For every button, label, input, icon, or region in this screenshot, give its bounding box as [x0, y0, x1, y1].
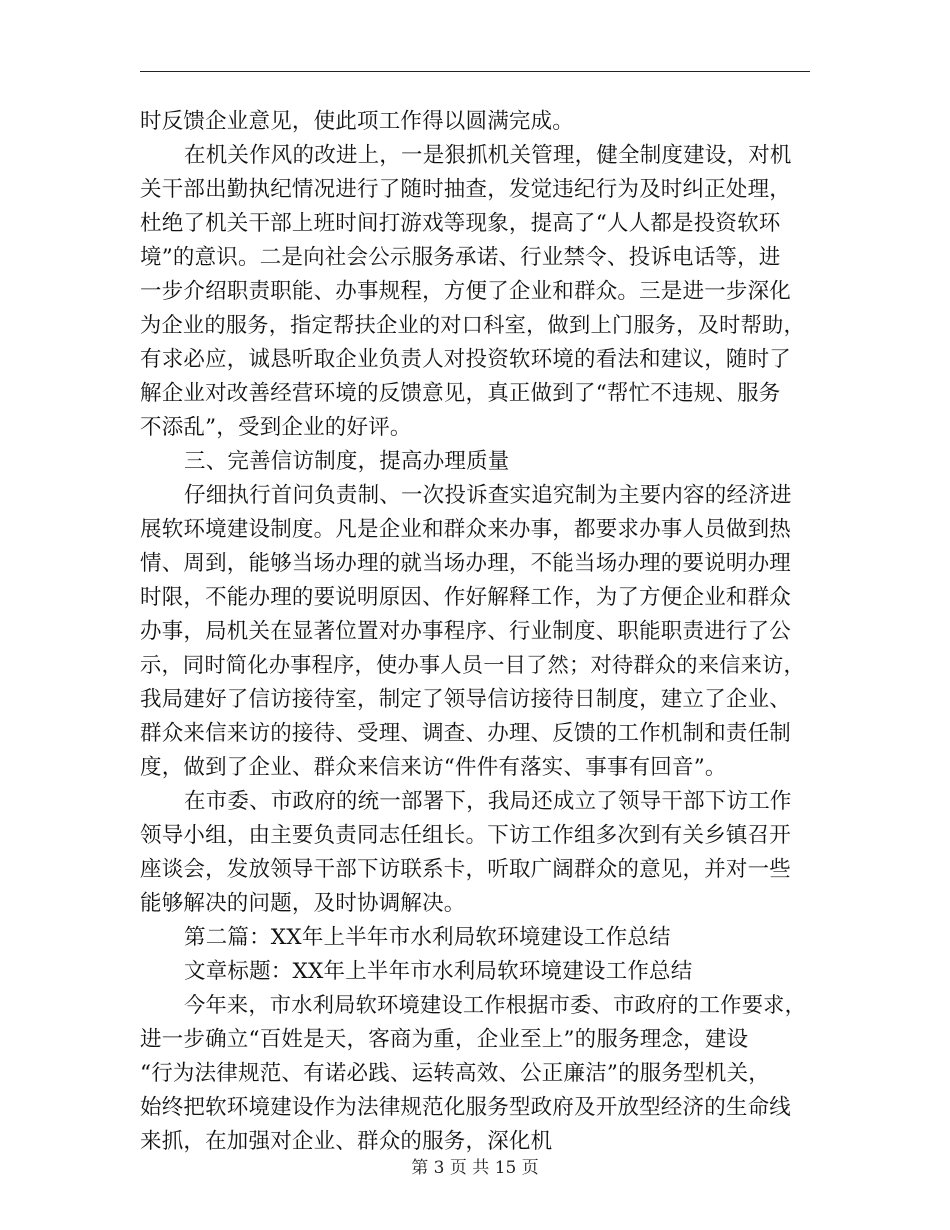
article-title: 文章标题：XX年上半年市水利局软环境建设工作总结: [184, 959, 693, 984]
text-line: 关干部出勤执纪情况进行了随时抽查，发觉违纪行为及时纠正处理，: [140, 177, 792, 202]
chapter-heading: 第二篇：XX年上半年市水利局软环境建设工作总结: [184, 925, 671, 950]
text-line: 时限，不能办理的要说明原因、作好解释工作，为了方便企业和群众: [140, 585, 792, 610]
text-line: 境”的意识。二是向社会公示服务承诺、行业禁令、投诉电话等，进: [140, 245, 781, 270]
text-line: 群众来信来访的接待、受理、调查、办理、反馈的工作机制和责任制: [140, 721, 792, 746]
section-heading: 三、完善信访制度，提高办理质量: [184, 449, 510, 474]
text-line: 仔细执行首问负责制、一次投诉查实追究制为主要内容的经济进: [184, 483, 792, 508]
text-line: 今年来，市水利局软环境建设工作根据市委、市政府的工作要求，: [184, 993, 807, 1018]
text-line: 领导小组，由主要负责同志任组长。下访工作组多次到有关乡镇召开: [140, 823, 792, 848]
text-line: 解企业对改善经营环境的反馈意见，真正做到了“帮忙不违规、服务: [140, 381, 781, 406]
text-line: 度，做到了企业、群众来信来访“件件有落实、事事有回音”。: [140, 755, 727, 780]
page-footer: 第 3 页 共 15 页: [411, 1158, 539, 1178]
text-line: 有求必应，诚恳听取企业负责人对投资软环境的看法和建议，随时了: [140, 347, 792, 372]
text-line: 情、周到，能够当场办理的就当场办理，不能当场办理的要说明办理: [140, 551, 792, 576]
text-line: 进一步确立“百姓是天，客商为重，企业至上”的服务理念，建设: [140, 1027, 749, 1052]
text-line: 我局建好了信访接待室，制定了领导信访接待日制度，建立了企业、: [140, 687, 792, 712]
document-body: [140, 105, 810, 1159]
text-line: 能够解决的问题，及时协调解决。: [140, 891, 466, 916]
text-line: 不添乱”，受到企业的好评。: [140, 415, 412, 440]
text-line: 在市委、市政府的统一部署下，我局还成立了领导干部下访工作: [184, 789, 792, 814]
text-line: 展软环境建设制度。凡是企业和群众来办事，都要求办事人员做到热: [140, 517, 792, 542]
text-line: 座谈会，发放领导干部下访联系卡，听取广阔群众的意见，并对一些: [140, 857, 792, 882]
text-line: 杜绝了机关干部上班时间打游戏等现象，提高了“人人都是投资软环: [140, 211, 781, 236]
text-line: 时反馈企业意见，使此项工作得以圆满完成。: [140, 109, 575, 134]
text-line: “行为法律规范、有诺必践、运转高效、公正廉洁”的服务型机关，: [140, 1061, 770, 1086]
text-line: 一步介绍职责职能、办事规程，方便了企业和群众。三是进一步深化: [140, 279, 792, 304]
text-line: 来抓，在加强对企业、群众的服务，深化机: [140, 1129, 553, 1154]
text-line: 在机关作风的改进上，一是狠抓机关管理，健全制度建设，对机: [184, 143, 792, 168]
text-line: 为企业的服务，指定帮扶企业的对口科室，做到上门服务，及时帮助，: [140, 313, 805, 338]
text-line: 始终把软环境建设作为法律规范化服务型政府及开放型经济的生命线: [140, 1095, 792, 1120]
header-rule: [140, 71, 810, 72]
text-line: 办事，局机关在显著位置对办事程序、行业制度、职能职责进行了公: [140, 619, 792, 644]
text-line: 示，同时简化办事程序，使办事人员一目了然；对待群众的来信来访，: [140, 653, 805, 678]
